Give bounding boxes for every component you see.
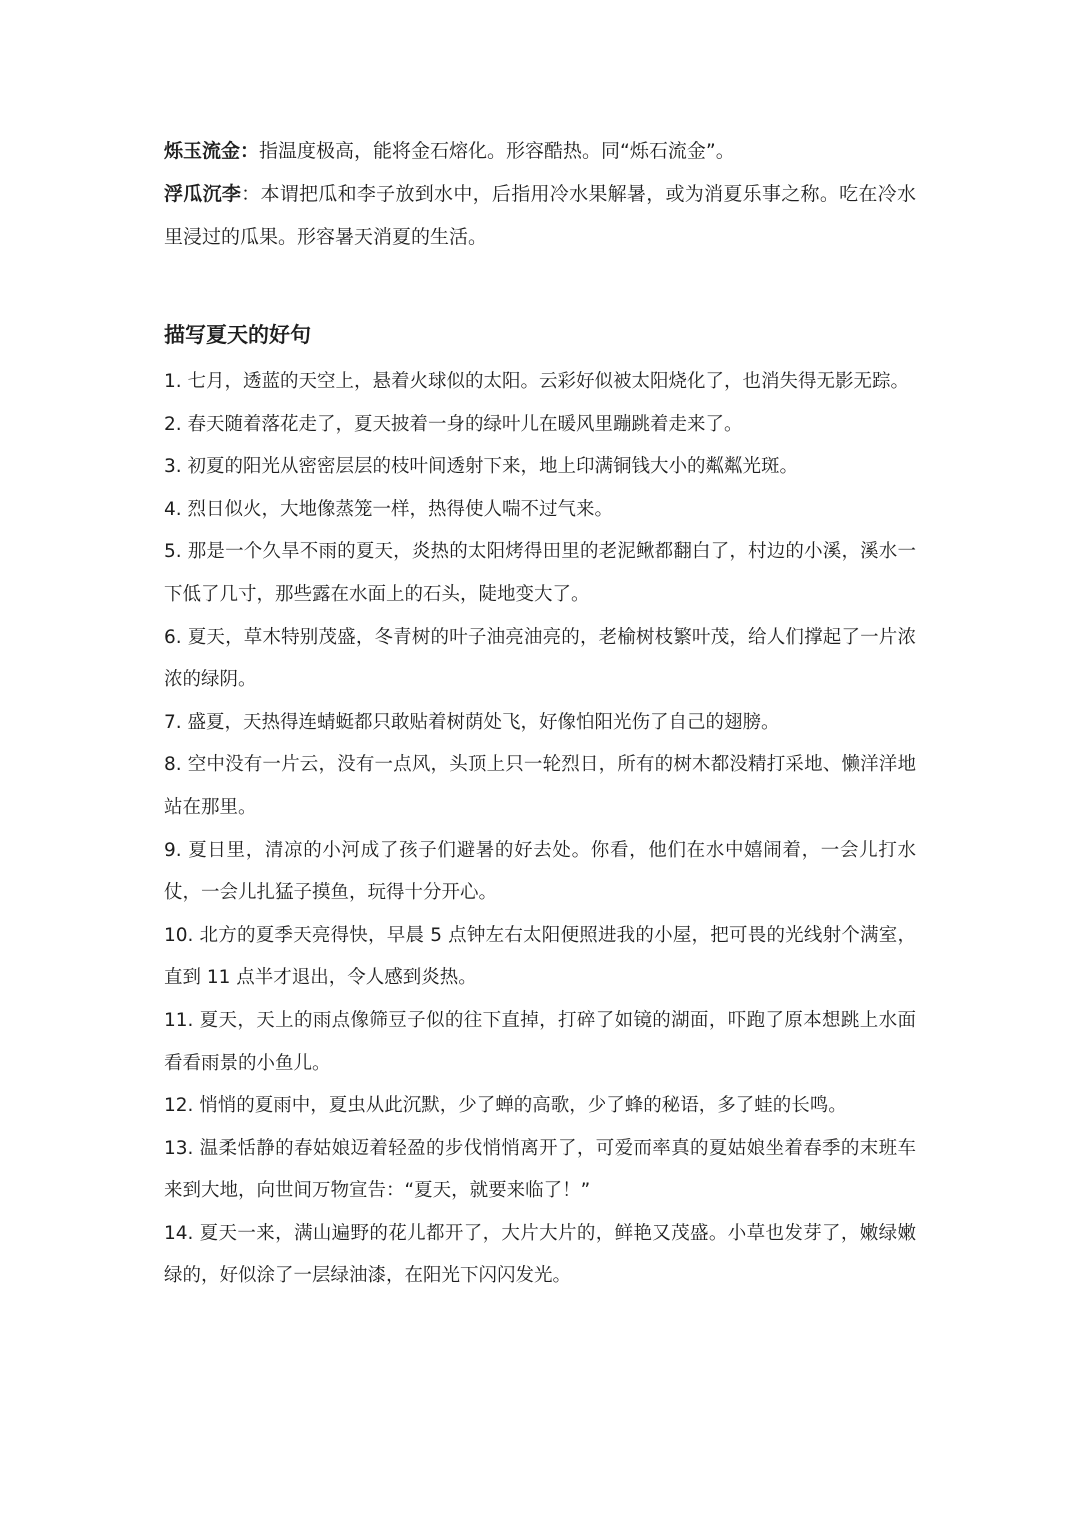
sentence-item: 5. 那是一个久旱不雨的夏天，炎热的太阳烤得田里的老泥鳅都翻白了，村边的小溪，溪水一下低了几寸，那些露在水面上的石头，陡地变大了。 [164, 541, 916, 605]
idiom-entry [164, 173, 916, 259]
sentence-item: 3. 初夏的阳光从密密层层的枝叶间透射下来，地上印满铜钱大小的粼粼光斑。 [164, 456, 799, 478]
idiom-definition: 指温度极高，能将金石熔化。形容酷热。同“烁石流金”。 [259, 140, 735, 162]
sentence-item: 6. 夏天，草木特别茂盛，冬青树的叶子油亮油亮的，老榆树枝繁叶茂，给人们撑起了一片浓浓的绿阴。 [164, 626, 916, 691]
idiom-definition: ：本谓把瓜和李子放到水中，后指用冷水果解暑，或为消夏乐事之称。吃在冷水里浸过的瓜果。形容暑天消夏的生活。 [164, 183, 916, 248]
sentence-item: 4. 烈日似火，大地像蒸笼一样，热得使人喘不过气来。 [164, 498, 614, 520]
idiom-entry [164, 130, 916, 173]
sentence-item: 11. 夏天，天上的雨点像筛豆子似的往下直掉，打碎了如镜的湖面，吓跑了原本想跳上水面看看雨景的小鱼儿。 [164, 1009, 916, 1074]
sentence-item: 7. 盛夏，天热得连蜻蜓都只敢贴着树荫处飞，好像怕阳光伤了自己的翅膀。 [164, 711, 780, 733]
sentence-item: 9. 夏日里，清凉的小河成了孩子们避暑的好去处。你看，他们在水中嬉闹着，一会儿打水仗，一会儿扎猛子摸鱼，玩得十分开心。 [164, 839, 916, 904]
sentence-item: 8. 空中没有一片云，没有一点风，头顶上只一轮烈日，所有的树木都没精打采地、懒洋洋地站在那里。 [164, 754, 916, 818]
idiom-term: 烁玉流金： [164, 140, 260, 162]
idiom-definitions [164, 130, 916, 259]
idiom-term: 浮瓜沉李 [164, 183, 242, 205]
sentence-item: 1. 七月，透蓝的天空上，悬着火球似的太阳。云彩好似被太阳烧化了，也消失得无影无踪。 [164, 371, 910, 392]
sentence-item: 14. 夏天一来，满山遍野的花儿都开了，大片大片的，鲜艳又茂盛。小草也发芽了，嫩绿嫩绿的，好似涂了一层绿油漆，在阳光下闪闪发光。 [164, 1222, 916, 1287]
sentence-item: 12. 悄悄的夏雨中，夏虫从此沉默，少了蝉的高歌，少了蜂的秘语，多了蛙的长鸣。 [164, 1095, 847, 1117]
sentence-item: 13. 温柔恬静的春姑娘迈着轻盈的步伐悄悄离开了，可爱而率真的夏姑娘坐着春季的末班车来到大地，向世间万物宣告：“夏天，就要来临了！” [164, 1137, 916, 1202]
sentence-list [164, 361, 916, 1298]
sentence-item: 10. 北方的夏季天亮得快，早晨 5 点钟左右太阳便照进我的小屋，把可畏的光线射个满室，直到 11 点半才退出，令人感到炎热。 [164, 924, 916, 989]
sentence-item: 2. 春天随着落花走了，夏天披着一身的绿叶儿在暖风里蹦跳着走来了。 [164, 413, 743, 435]
section-title: 描写夏天的好句 [164, 323, 311, 347]
document-page [164, 130, 916, 1298]
